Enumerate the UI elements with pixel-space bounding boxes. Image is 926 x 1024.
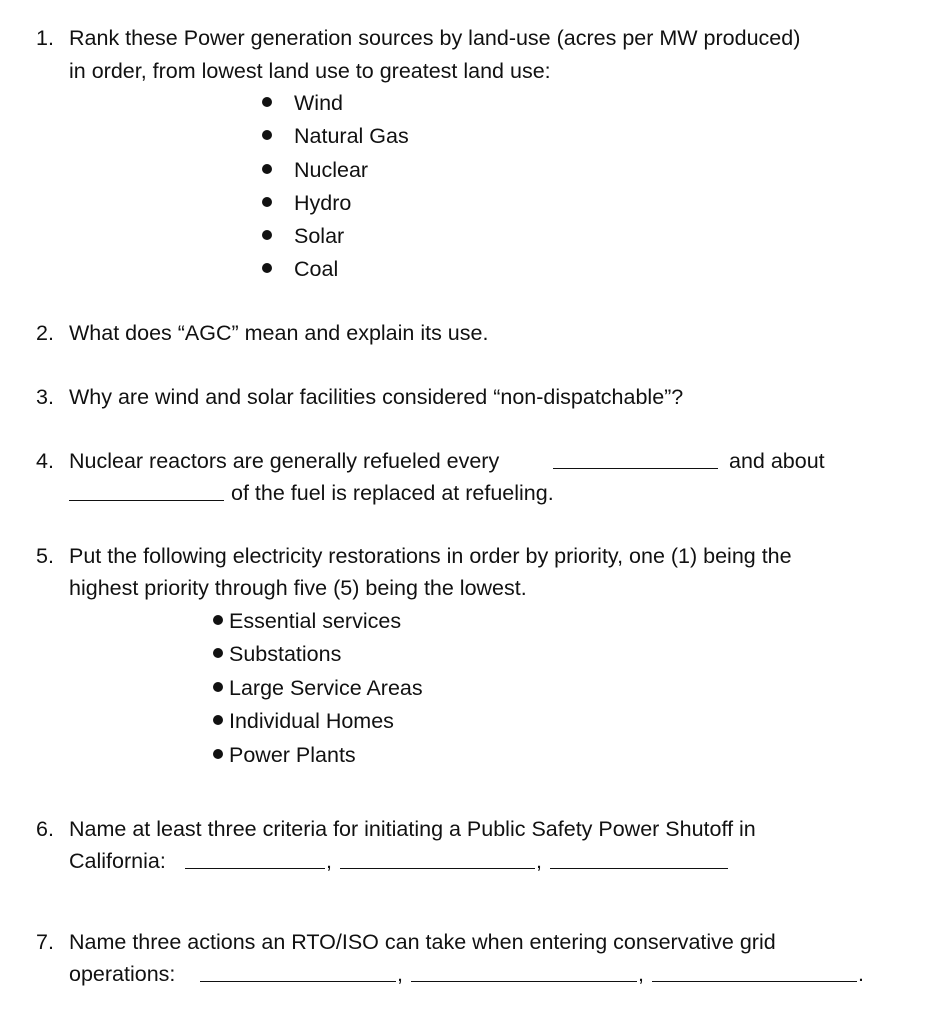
q6-line1: Name at least three criteria for initiating a Public Safety Power Shutoff in	[69, 817, 756, 841]
q6-separator: ,	[326, 849, 332, 873]
bullet-icon	[213, 615, 223, 625]
q5-line1: Put the following electricity restorations in order by priority, one (1) being the	[69, 544, 792, 568]
bullet-icon	[262, 230, 272, 240]
q7-line1: Name three actions an RTO/ISO can take when entering conservative grid	[69, 930, 776, 954]
q3-number: 3.	[36, 385, 54, 409]
bullet-icon	[213, 648, 223, 658]
q1-list-item: Coal	[262, 257, 338, 282]
q5-list-item: Essential services	[213, 609, 401, 634]
q2-number: 2.	[36, 321, 54, 345]
q5-list-item: Large Service Areas	[213, 676, 423, 701]
q7-separator: ,	[397, 962, 403, 986]
q1-number: 1.	[36, 26, 54, 50]
q1-line1: Rank these Power generation sources by land-use (acres per MW produced)	[69, 26, 801, 50]
q7-separator: ,	[638, 962, 644, 986]
q5-line2: highest priority through five (5) being the lowest.	[69, 576, 527, 600]
q7-line2: operations:	[69, 962, 176, 986]
q6-separator: ,	[536, 849, 542, 873]
q5-list-item: Power Plants	[213, 743, 356, 768]
bullet-icon	[213, 715, 223, 725]
q1-list-item: Solar	[262, 224, 344, 249]
bullet-icon	[262, 97, 272, 107]
q2-text: What does “AGC” mean and explain its use.	[69, 321, 489, 345]
q7-blank-2[interactable]	[411, 962, 637, 988]
q1-list-item: Natural Gas	[262, 124, 409, 149]
q4-text-part2: and about	[729, 449, 825, 473]
q5-list-item: Substations	[213, 642, 341, 667]
q3-text: Why are wind and solar facilities considered “non-dispatchable”?	[69, 385, 684, 409]
q5-list-item: Individual Homes	[213, 709, 394, 734]
q1-list-item: Nuclear	[262, 158, 368, 183]
q4-number: 4.	[36, 449, 54, 473]
q4-blank-interval[interactable]	[553, 449, 718, 475]
q4-text-part1: Nuclear reactors are generally refueled every	[69, 449, 500, 473]
q4-blank-fraction[interactable]	[69, 481, 224, 507]
bullet-icon	[213, 749, 223, 759]
q6-number: 6.	[36, 817, 54, 841]
q4-text-part3: of the fuel is replaced at refueling.	[231, 481, 554, 505]
bullet-icon	[213, 682, 223, 692]
q5-number: 5.	[36, 544, 54, 568]
q7-number: 7.	[36, 930, 54, 954]
q6-blank-1[interactable]	[185, 849, 325, 875]
q6-blank-3[interactable]	[550, 849, 728, 875]
q7-end-period: .	[858, 962, 864, 986]
bullet-icon	[262, 164, 272, 174]
bullet-icon	[262, 130, 272, 140]
q6-line2: California:	[69, 849, 166, 873]
q7-blank-3[interactable]	[652, 962, 857, 988]
q1-list-item: Hydro	[262, 191, 351, 216]
q1-list-item: Wind	[262, 91, 343, 116]
bullet-icon	[262, 197, 272, 207]
q7-blank-1[interactable]	[200, 962, 396, 988]
bullet-icon	[262, 263, 272, 273]
q1-line2: in order, from lowest land use to greatest land use:	[69, 59, 551, 83]
q6-blank-2[interactable]	[340, 849, 535, 875]
